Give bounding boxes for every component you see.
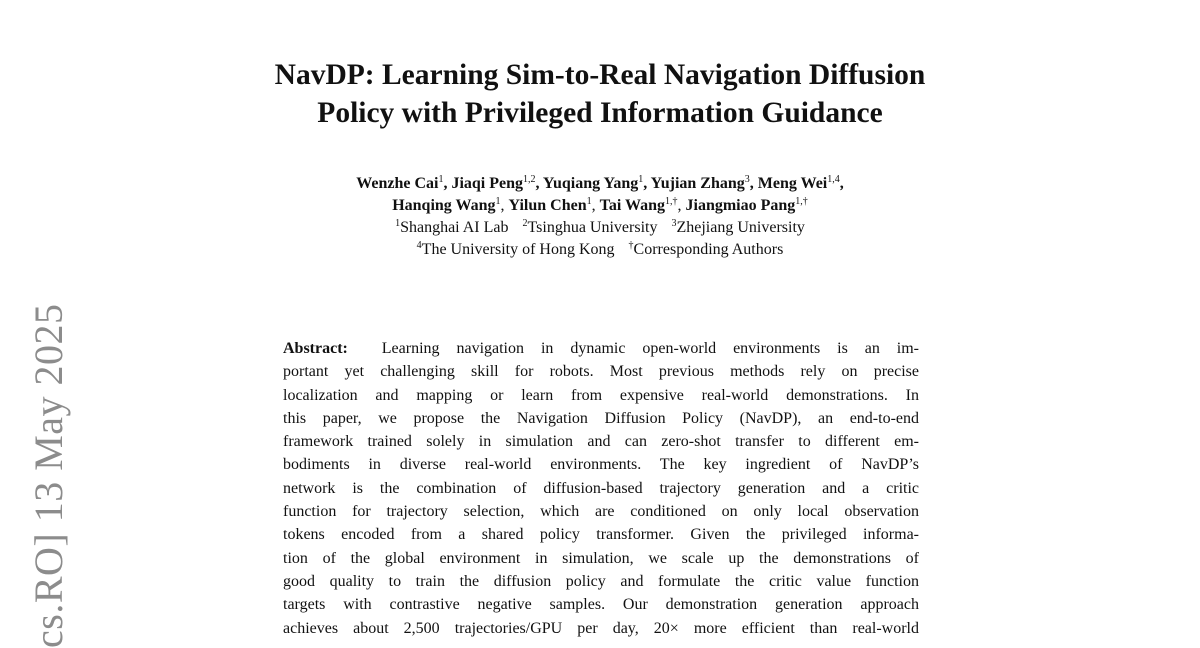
author-separator: , bbox=[677, 197, 686, 214]
author-name: Meng Wei bbox=[757, 175, 828, 192]
author-separator: , bbox=[535, 175, 543, 192]
author-name: Tai Wang bbox=[599, 197, 665, 214]
abstract-line: portant yet challenging skill for robots. Most previous methods rely on precise bbox=[283, 363, 919, 381]
abstract-line: localization and mapping or learn from expensive real-world demonstrations. In bbox=[283, 386, 919, 404]
affiliation-name: Corresponding Authors bbox=[633, 241, 784, 258]
affiliation-mark: 3 bbox=[671, 218, 677, 229]
author-affiliation-mark: 1,† bbox=[795, 196, 808, 207]
author-name: Hanqing Wang bbox=[392, 197, 496, 214]
author-separator: , bbox=[591, 197, 600, 214]
abstract-line: this paper, we propose the Navigation Diffusion Policy (NavDP), an end-to-end bbox=[283, 409, 919, 427]
author-affiliation-mark: 1,2 bbox=[523, 174, 536, 185]
author-separator: , bbox=[749, 175, 758, 192]
author-name: Yilun Chen bbox=[508, 197, 587, 214]
arxiv-watermark: cs.RO] 13 May 2025 bbox=[26, 303, 71, 648]
author-line-1 bbox=[0, 173, 1200, 195]
affiliation-mark: † bbox=[628, 240, 634, 251]
title-line-2: Policy with Privileged Information Guidance bbox=[317, 97, 883, 129]
paper-title bbox=[0, 56, 1200, 132]
title-line-1: NavDP: Learning Sim-to-Real Navigation Diffusion bbox=[274, 59, 926, 91]
abstract-line: function for trajectory selection, which are conditioned on only local observation bbox=[283, 503, 919, 521]
author-separator: , bbox=[839, 175, 844, 192]
affiliation-line-1 bbox=[0, 217, 1200, 239]
abstract-text: Learning navigation in dynamic open-world environments is an im- bbox=[381, 340, 919, 357]
abstract-line: tokens encoded from a shared policy transformer. Given the privileged informa- bbox=[283, 526, 919, 544]
affiliation-mark: 2 bbox=[522, 218, 528, 229]
abstract-line: good quality to train the diffusion policy and formulate the critic value function bbox=[283, 572, 919, 590]
author-separator: , bbox=[643, 175, 651, 192]
affiliation-name: Zhejiang University bbox=[676, 219, 805, 236]
affiliation-mark: 1 bbox=[395, 218, 401, 229]
abstract bbox=[283, 337, 919, 640]
author-name: Jiangmiao Pang bbox=[685, 197, 796, 214]
author-affiliation-mark: 1,† bbox=[665, 196, 678, 207]
abstract-line: framework trained solely in simulation and can zero-shot transfer to different em- bbox=[283, 433, 919, 451]
affiliation-name: The University of Hong Kong bbox=[421, 241, 615, 258]
author-name: Yujian Zhang bbox=[650, 175, 745, 192]
author-separator: , bbox=[443, 175, 452, 192]
author-affiliation-mark: 1 bbox=[638, 174, 644, 185]
abstract-line: network is the combination of diffusion-based trajectory generation and a critic bbox=[283, 479, 919, 497]
author-affiliation-mark: 1 bbox=[438, 174, 444, 185]
affiliation-name: Tsinghua University bbox=[527, 219, 658, 236]
abstract-line bbox=[283, 337, 919, 360]
author-affiliation-mark: 1 bbox=[495, 196, 501, 207]
abstract-label: Abstract: bbox=[283, 340, 348, 357]
abstract-line: bodiments in diverse real-world environments. The key ingredient of NavDP’s bbox=[283, 456, 919, 474]
author-separator: , bbox=[500, 197, 509, 214]
affiliation-line-2 bbox=[0, 239, 1200, 261]
author-block bbox=[0, 173, 1200, 261]
author-name: Yuqiang Yang bbox=[542, 175, 639, 192]
affiliation-name: Shanghai AI Lab bbox=[400, 219, 509, 236]
abstract-line: tion of the global environment in simulation, we scale up the demonstrations of bbox=[283, 549, 919, 567]
author-affiliation-mark: 3 bbox=[744, 174, 750, 185]
affiliation-mark: 4 bbox=[416, 240, 422, 251]
author-name: Jiaqi Peng bbox=[451, 175, 524, 192]
abstract-line: targets with contrastive negative samples. Our demonstration generation approach bbox=[283, 596, 919, 614]
author-name: Wenzhe Cai bbox=[356, 175, 439, 192]
author-line-2 bbox=[0, 195, 1200, 217]
author-affiliation-mark: 1 bbox=[586, 196, 592, 207]
author-affiliation-mark: 1,4 bbox=[827, 174, 840, 185]
abstract-line: achieves about 2,500 trajectories/GPU per day, 20× more efficient than real-world bbox=[283, 619, 919, 637]
